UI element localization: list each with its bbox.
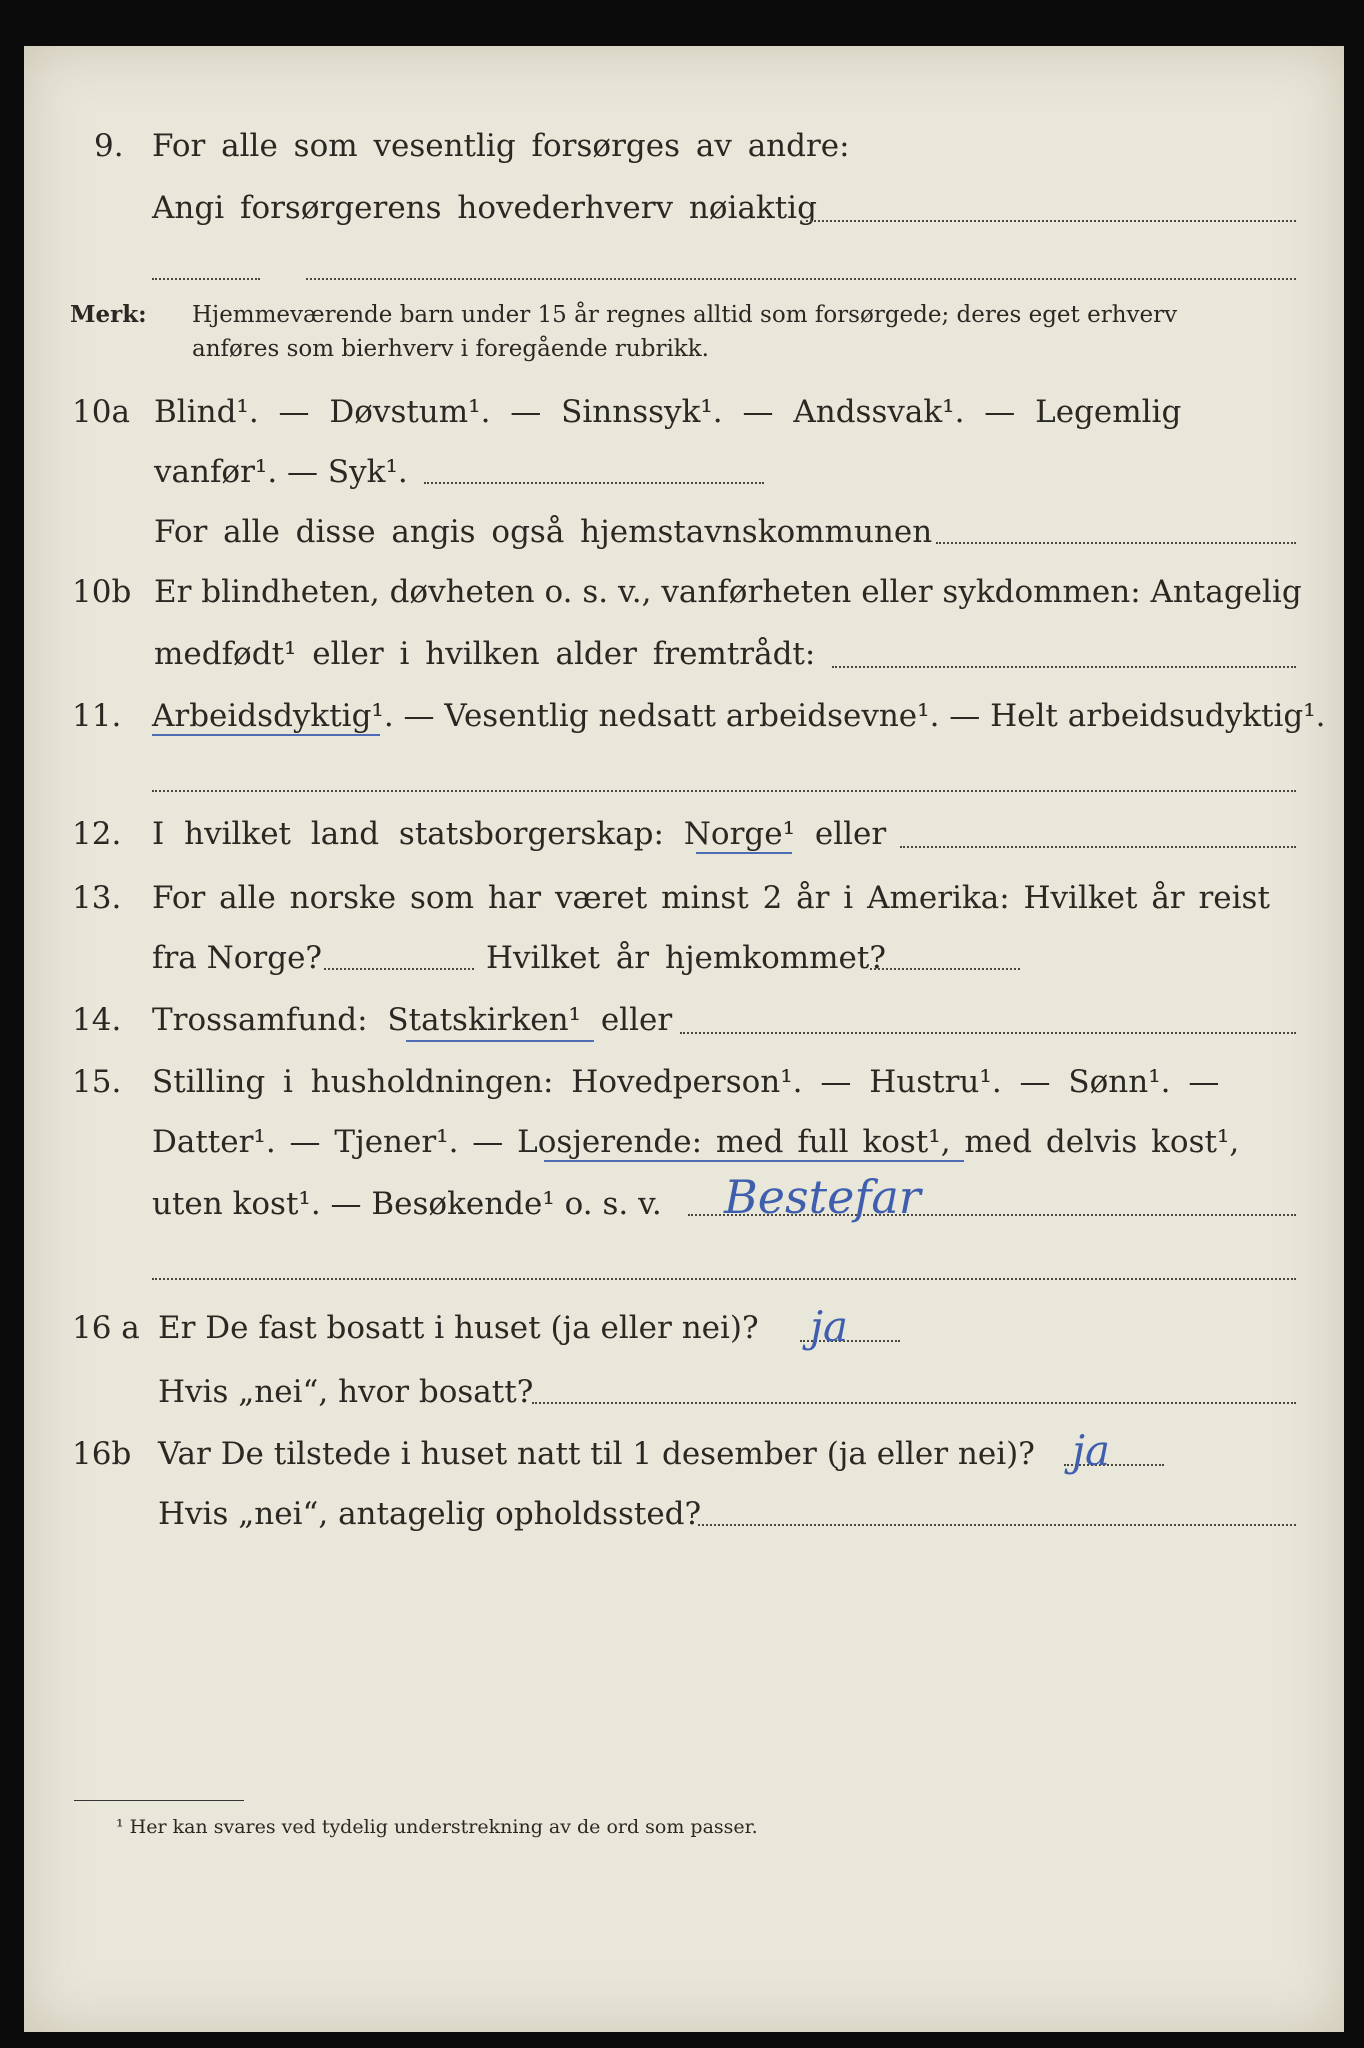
item-number-10a: 10a: [72, 394, 130, 430]
merk-label: [70, 298, 147, 332]
item-10a-answer-line[interactable]: [424, 482, 764, 484]
item-11-handwritten-underline: [152, 734, 380, 736]
footnote: ¹ Her kan svares ved tydelig understrekning av de ord som passer.: [116, 1816, 758, 1838]
footnote-rule: [74, 1800, 244, 1801]
item-15-extra-line[interactable]: [152, 1278, 1296, 1280]
item-number-10b: 10b: [72, 574, 132, 610]
item-10b-line1: Er blindheten, døvheten o. s. v., vanførheten eller sykdommen: Antagelig: [154, 574, 1302, 610]
item-11-line1: Arbeidsdyktig¹. — Vesentlig nedsatt arbeidsevne¹. — Helt arbeidsudyktig¹.: [152, 698, 1326, 734]
item-11-extra-line[interactable]: [152, 790, 1296, 792]
item-9-answer-line[interactable]: [806, 220, 1296, 222]
item-number-16a: 16 a: [72, 1310, 140, 1346]
item-10a-line2: vanfør¹. — Syk¹.: [154, 454, 408, 490]
item-number-11: 11.: [72, 698, 122, 734]
item-10b-answer-line[interactable]: [832, 666, 1296, 668]
item-16a-handwritten-answer: ja: [810, 1302, 849, 1351]
item-10b-line2: medfødt¹ eller i hvilken alder fremtrådt:: [154, 636, 816, 672]
merk-line2: anføres som bierhverv i foregående rubrikk.: [192, 336, 709, 362]
item-10a-line3: For alle disse angis også hjemstavnskommunen: [154, 514, 933, 550]
item-14-handwritten-underline: [406, 1040, 594, 1042]
item-12-answer-line[interactable]: [900, 846, 1296, 848]
item-16a-line2: Hvis „nei“, hvor bosatt?: [158, 1374, 534, 1410]
item-15-line2: Datter¹. — Tjener¹. — Losjerende: med full kost¹, med delvis kost¹,: [152, 1124, 1240, 1160]
item-16a-answer2-line[interactable]: [532, 1402, 1296, 1404]
item-number-12: 12.: [72, 816, 122, 852]
item-13-line1: For alle norske som har været minst 2 år i Amerika: Hvilket år reist: [152, 880, 1270, 916]
item-14-line1: Trossamfund: Statskirken¹ eller: [152, 1002, 673, 1038]
item-number-13: 13.: [72, 880, 122, 916]
merk-label-text: Merk:: [70, 301, 147, 328]
item-16b-line1: Var De tilstede i huset natt til 1 desember (ja eller nei)?: [158, 1436, 1035, 1472]
item-13-year-left-line[interactable]: [324, 968, 474, 970]
item-16b-handwritten-answer: ja: [1072, 1426, 1111, 1475]
item-16b-line2: Hvis „nei“, antagelig opholdssted?: [158, 1496, 702, 1532]
item-16b-answer2-line[interactable]: [698, 1524, 1296, 1526]
item-10a-municipality-line[interactable]: [936, 542, 1296, 544]
item-15-handwritten-answer: Bestefar: [724, 1170, 921, 1224]
item-12-handwritten-underline: [696, 852, 792, 854]
item-9-line2: Angi forsørgerens hovederhverv nøiaktig: [152, 190, 817, 226]
item-15-line3: uten kost¹. — Besøkende¹ o. s. v.: [152, 1186, 662, 1222]
item-13-year-returned-line[interactable]: [870, 968, 1020, 970]
item-14-answer-line[interactable]: [680, 1032, 1296, 1034]
item-number-16b: 16b: [72, 1436, 132, 1472]
item-15-line1: Stilling i husholdningen: Hovedperson¹. — Hustru¹. — Sønn¹. —: [152, 1064, 1220, 1100]
item-10a-line1: Blind¹. — Døvstum¹. — Sinnssyk¹. — Andssvak¹. — Legemlig: [154, 394, 1182, 430]
item-number-15: 15.: [72, 1064, 122, 1100]
item-12-line1: I hvilket land statsborgerskap: Norge¹ eller: [152, 816, 887, 852]
item-16a-line1: Er De fast bosatt i huset (ja eller nei)?: [158, 1310, 759, 1346]
item-13-line2a: fra Norge?: [152, 940, 323, 976]
item-number-14: 14.: [72, 1002, 122, 1038]
item-15-handwritten-underline: [544, 1160, 964, 1162]
item-9-extra-line-a[interactable]: [152, 278, 260, 280]
census-form-page: [24, 46, 1344, 2032]
item-13-line2b: Hvilket år hjemkommet?: [486, 940, 886, 976]
item-9-extra-line-b[interactable]: [306, 278, 1296, 280]
item-number-9: 9.: [94, 128, 124, 164]
item-9-line1: For alle som vesentlig forsørges av andre:: [152, 128, 850, 164]
merk-line1: Hjemmeværende barn under 15 år regnes alltid som forsørgede; deres eget erhverv: [192, 302, 1178, 328]
